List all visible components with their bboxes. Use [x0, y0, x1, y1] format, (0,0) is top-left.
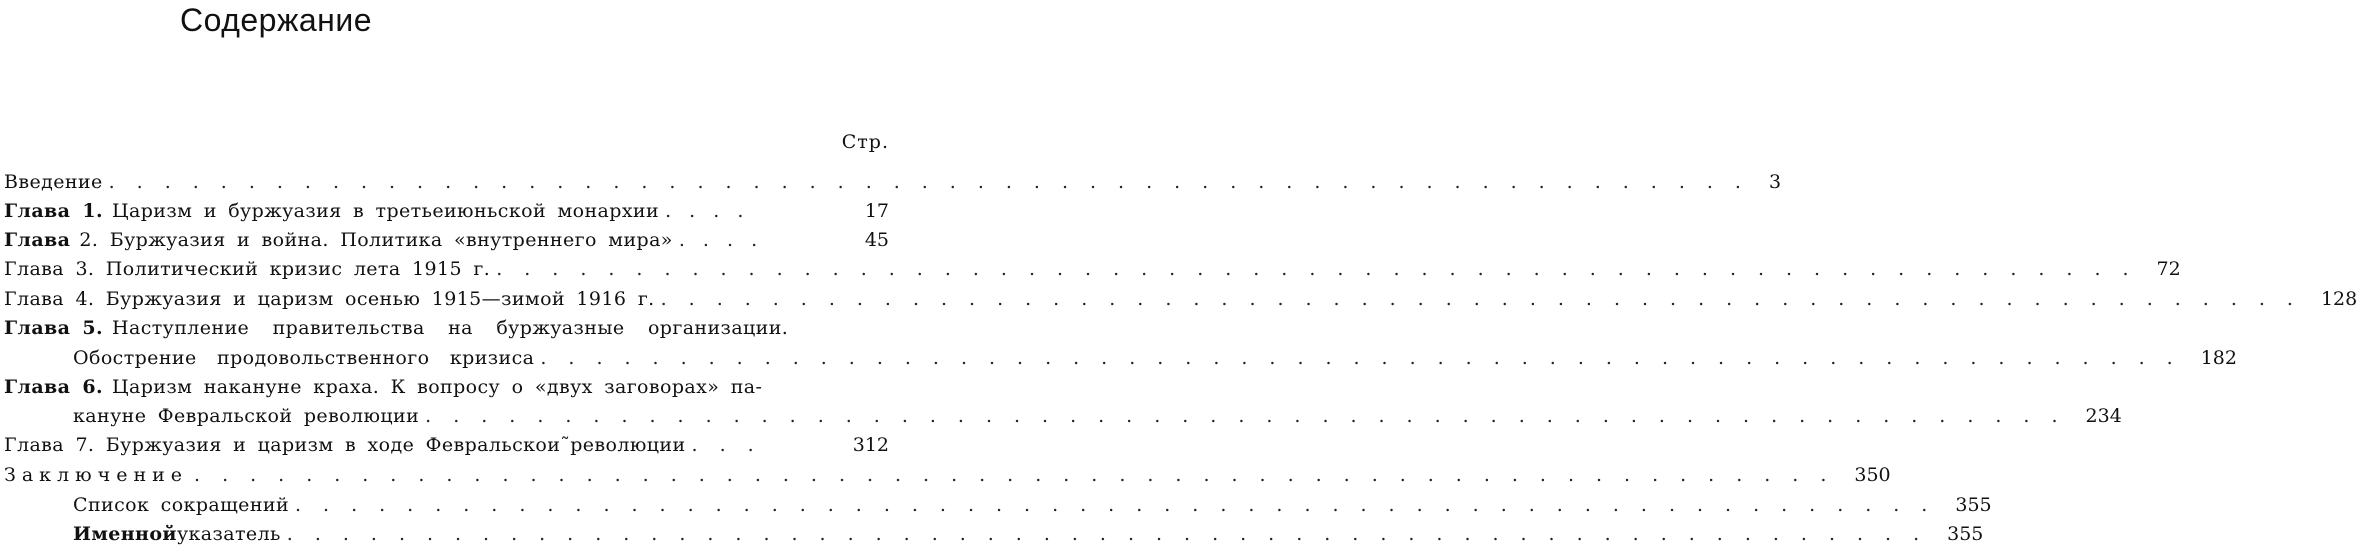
chapter-lead: Глава 5.: [4, 317, 103, 339]
chapter-lead: Глава 1.: [4, 200, 103, 222]
dot-leader: ...........................................................: [286, 523, 1942, 545]
page-number: 355: [1947, 523, 1984, 545]
toc-entry-conclusion[interactable]: [4, 464, 1891, 492]
page-number: 17: [864, 200, 889, 222]
toc-entry-title: Введение: [4, 171, 103, 193]
dot-leader: ...........................................................: [194, 464, 1849, 486]
toc-entry-title: Царизм накануне краха. К вопросу о «двух заговорах» па-: [112, 376, 763, 398]
toc-entry-title: указатель: [176, 523, 281, 545]
page-title: Содержание: [180, 2, 373, 38]
toc-entry-title: Список сокращений: [73, 494, 290, 516]
toc-entry-title: Обострение продовольственного кризиса: [73, 347, 535, 369]
toc-entry-chapter-2[interactable]: [4, 229, 889, 257]
dot-leader: ...........................................................: [660, 288, 2315, 310]
toc-entry-chapter-5-continued[interactable]: [73, 347, 2237, 375]
dot-leader: ...........................................................: [496, 258, 2151, 280]
dot-leader: . . . .: [678, 229, 764, 251]
page-number: 355: [1955, 494, 1992, 516]
page-number: 45: [864, 229, 889, 251]
toc-entry-abbreviations[interactable]: [73, 494, 1992, 522]
entry-lead: Именной: [73, 523, 177, 545]
toc-entry-chapter-7[interactable]: [4, 434, 889, 462]
toc-entry-chapter-6[interactable]: [4, 376, 889, 404]
toc-entry-title: Глава 4. Буржуазия и царизм осенью 1915—зимой 1916 г.: [4, 288, 655, 310]
toc-entry-name-index[interactable]: [73, 523, 1984, 551]
page-number: 3: [1768, 171, 1782, 193]
dot-leader: ...........................................................: [108, 171, 1763, 193]
toc-entry-title: кануне Февральской революции: [73, 405, 420, 427]
toc-entry-chapter-4[interactable]: [4, 288, 2357, 316]
toc-entry-title: Глава 7. Буржуазия и царизм в ходе Февральскои˜революции: [4, 434, 686, 456]
toc-entry-chapter-5[interactable]: [4, 317, 889, 345]
toc-entry-chapter-6-continued[interactable]: [73, 405, 2122, 433]
toc-entry-chapter-3[interactable]: [4, 258, 2181, 286]
dot-leader: ...........................................................: [295, 494, 1950, 516]
toc-entry-chapter-1[interactable]: [4, 200, 889, 228]
page-number: 128: [2320, 288, 2357, 310]
page-number: 312: [852, 434, 889, 456]
page-number: 350: [1854, 464, 1891, 486]
toc-entry-title: Глава 3. Политический кризис лета 1915 г.: [4, 258, 491, 280]
toc-entry-title: Царизм и буржуазия в третьеиюньской монархии: [112, 200, 660, 222]
dot-leader: ...........................................................: [540, 347, 2195, 369]
page-column-header: Стр.: [841, 131, 889, 153]
page-number: 234: [2085, 405, 2122, 427]
chapter-lead: Глава 6.: [4, 376, 103, 398]
toc-entry-title: Заключение: [4, 464, 189, 486]
page-number: 72: [2156, 258, 2181, 280]
dot-leader: . . .: [691, 434, 762, 456]
dot-leader: . . . .: [665, 200, 750, 222]
page-number: 182: [2200, 347, 2237, 369]
toc-entry-introduction[interactable]: [4, 171, 1782, 199]
toc-entry-title: 2. Буржуазия и война. Политика «внутреннего мира»: [79, 229, 673, 251]
toc-entry-title: Наступление правительства на буржуазные организации.: [112, 317, 789, 339]
dot-leader: ...........................................................: [425, 405, 2080, 427]
chapter-lead: Глава: [4, 229, 71, 251]
